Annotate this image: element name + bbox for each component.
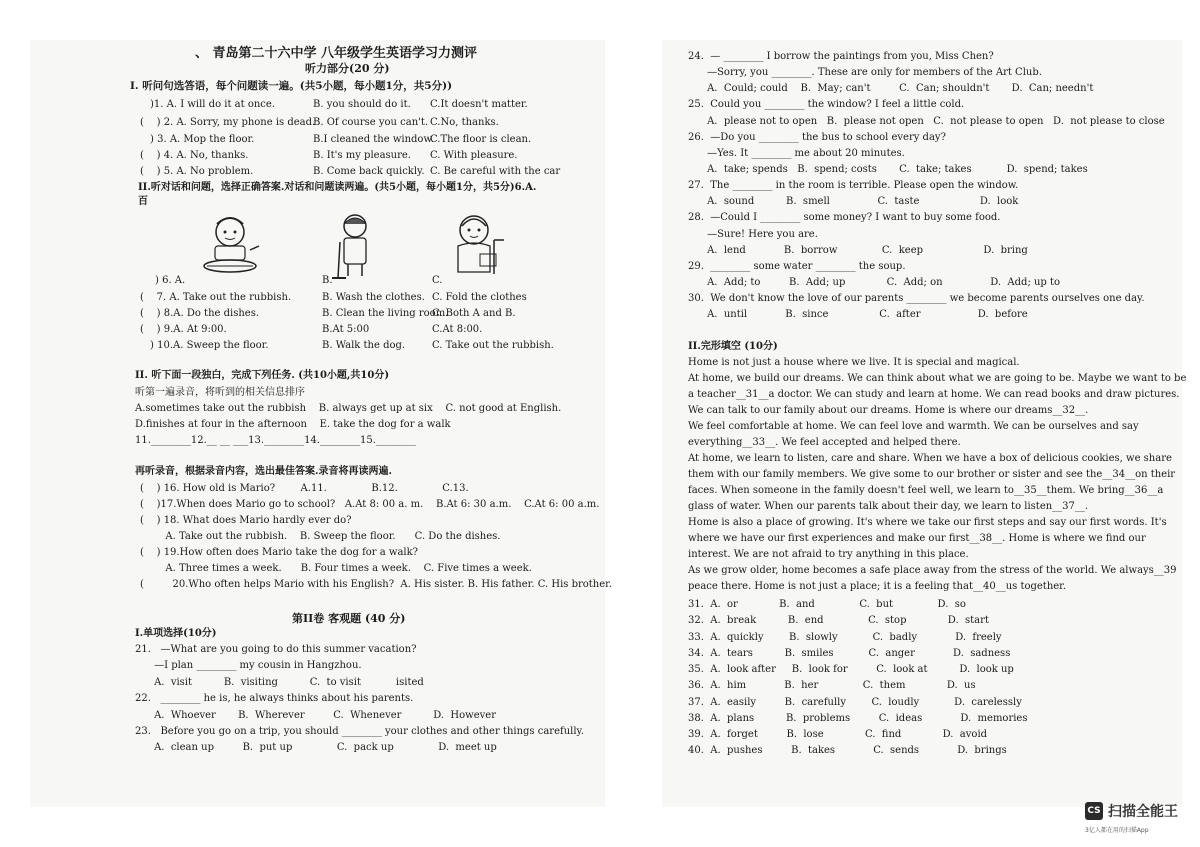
passage-line: We can talk to our family about our dreams. Home is where our dreams__32__. xyxy=(688,405,1089,416)
passage-line: Home is also a place of growing. It's where we take our first steps and say our first words. It's xyxy=(688,517,1167,528)
question-row: A. please not to open B. please not open C. not please to open D. not please to close xyxy=(688,116,1165,127)
question-row: A. lend B. borrow C. keep D. bring xyxy=(688,245,1028,256)
passage-line: We feel comfortable at home. We can feel love and warmth. We can be ourselves and say xyxy=(688,421,1139,432)
question-row: ( 20.Who often helps Mario with his English? A. His sister. B. His father. C. His brother. xyxy=(140,579,613,590)
option-row: 31. A. or B. and C. but D. so xyxy=(688,599,966,610)
question-row: 21. —What are you going to do this summer vacation? xyxy=(135,644,417,655)
option-c: C.At 8:00. xyxy=(432,324,483,335)
option-row: 39. A. forget B. lose C. find D. avoid xyxy=(688,729,988,740)
question-row: A. Three times a week. B. Four times a week. C. Five times a week. xyxy=(140,563,532,574)
question-row: 22. ________ he is, he always thinks about his parents. xyxy=(135,693,414,704)
option-c: C.No, thanks. xyxy=(430,117,499,128)
passage-line: where we have our first experiences and make our first__38__. Home is where we find our xyxy=(688,533,1146,544)
question-row: )1. A. I will do it at once. xyxy=(150,99,275,110)
question-row: A. Add; to B. Add; up C. Add; on D. Add; up to xyxy=(688,277,1061,288)
question-row: 23. Before you go on a trip, you should ________ your clothes and other things carefully. xyxy=(135,726,585,737)
exam-title: 、 青岛第二十六中学 八年级学生英语学习力测评 xyxy=(195,46,478,61)
question-row: ( )17.When does Mario go to school? A.At 8: 00 a. m. B.At 6: 30 a.m. C.At 6: 00 a.m. xyxy=(140,499,600,510)
question-row: A. until B. since C. after D. before xyxy=(688,309,1028,320)
section3-again: 再听录音，根据录音内容，选出最佳答案.录音将再读两遍. xyxy=(135,466,392,477)
question-row: ( ) 16. How old is Mario? A.11. B.12. C.13. xyxy=(140,483,469,494)
camscanner-logo-icon: CS xyxy=(1085,802,1103,820)
option-c: C. Both A and B. xyxy=(432,308,516,319)
passage-line: interest. We are not afraid to try anything in this place. xyxy=(688,549,969,560)
option-b: B. Of course you can't. xyxy=(313,117,429,128)
picture-label-b: B. xyxy=(322,275,333,286)
passage-line: everything__33__. We feel accepted and helped there. xyxy=(688,437,961,448)
child-washing-hands-picture xyxy=(450,210,510,278)
option-b: B. Clean the living room. xyxy=(322,308,449,319)
question-row: A. Whoever B. Wherever C. Whenever D. However xyxy=(135,710,496,721)
option-b: B. Wash the clothes. xyxy=(322,292,425,303)
question-row: A. sound B. smell C. taste D. look xyxy=(688,196,1019,207)
option-row: 35. A. look after B. look for C. look at D. look up xyxy=(688,664,1014,675)
passage-line: a teacher__31__a doctor. We can study and learn at home. We can read books and draw pictures. xyxy=(688,389,1180,400)
question-row: —Sorry, you ________. These are only for members of the Art Club. xyxy=(688,67,1042,78)
picture-label-a: ) 6. A. xyxy=(155,275,186,286)
passage-line: peace there. Home is not just a place; it is a feeling that__40__us together. xyxy=(688,581,1067,592)
option-c: C. Be careful with the car xyxy=(430,166,561,177)
passage-line: As we grow older, home becomes a safe place away from the stress of the world. We always__39 xyxy=(688,565,1177,576)
option-c: C. Take out the rubbish. xyxy=(432,340,554,351)
question-row: —Sure! Here you are. xyxy=(688,229,818,240)
question-row: ( ) 8.A. Do the dishes. xyxy=(140,308,260,319)
section2-heading-cont: 百 xyxy=(138,196,148,207)
question-row: A. clean up B. put up C. pack up D. meet up xyxy=(135,742,497,753)
child-sweeping-picture xyxy=(330,212,380,280)
section1-heading: I. 听问句选答语，每个问题读一遍。(共5小题，每小题1分，共5分)) xyxy=(130,80,453,92)
question-row: 29. ________ some water ________ the soup. xyxy=(688,261,906,272)
option-row: 33. A. quickly B. slowly C. badly D. freely xyxy=(688,632,1002,643)
option-c: C. With pleasure. xyxy=(430,150,518,161)
section4-heading: I.单项选择(10分) xyxy=(135,628,217,639)
passage-line: At home, we learn to listen, care and share. When we have a box of delicious cookies, we share xyxy=(688,453,1172,464)
passage-line: faces. When someone in the family doesn't feel well, we learn to__35__them. We bring__36__a xyxy=(688,485,1164,496)
watermark-name: 扫描全能王 xyxy=(1108,804,1178,820)
option-row: 40. A. pushes B. takes C. sends D. brings xyxy=(688,745,1007,756)
question-row: 28. —Could I ________ some money? I want to buy some food. xyxy=(688,212,1001,223)
question-row: ( ) 9.A. At 9:00. xyxy=(140,324,227,335)
child-washing-dishes-picture xyxy=(195,210,265,278)
section3-heading: II. 听下面一段独白，完成下列任务. (共10小题,共10分) xyxy=(135,370,390,381)
question-row: A. Take out the rubbish. B. Sweep the floor. C. Do the dishes. xyxy=(140,531,501,542)
question-row: ) 3. A. Mop the floor. xyxy=(150,134,255,145)
section2-heading: II.听对话和问题，选择正确答案.对话和问题读两遍。(共5小题，每小题1分，共5分)6.A. xyxy=(138,182,537,193)
question-row: A. take; spends B. spend; costs C. take; takes D. spend; takes xyxy=(688,164,1088,175)
cloze-heading: II.完形填空 (10分) xyxy=(688,341,778,352)
section3-options-row1: A.sometimes take out the rubbish B. always get up at six C. not good at English. xyxy=(135,403,562,414)
option-b: B. Come back quickly. xyxy=(313,166,425,177)
listening-subtitle: 听力部分(20 分) xyxy=(305,62,390,75)
option-c: C.It doesn't matter. xyxy=(430,99,528,110)
part2-title: 第II卷 客观题 (40 分) xyxy=(292,612,406,625)
section3-options-row2: D.finishes at four in the afternoon E. take the dog for a walk xyxy=(135,419,451,430)
section3-blanks: 11.________12.__ __ ___13.________14.________15.________ xyxy=(135,435,416,446)
question-row: ) 10.A. Sweep the floor. xyxy=(150,340,269,351)
option-b: B. you should do it. xyxy=(313,99,411,110)
option-row: 36. A. him B. her C. them D. us xyxy=(688,680,976,691)
option-c: C. Fold the clothes xyxy=(432,292,527,303)
option-b: B.I cleaned the window. xyxy=(313,134,435,145)
section3-intro: 听第一遍录音，将听到的相关信息排序 xyxy=(135,387,305,398)
question-row: 26. —Do you ________ the bus to school every day? xyxy=(688,132,946,143)
option-b: B. Walk the dog. xyxy=(322,340,406,351)
question-row: ( ) 18. What does Mario hardly ever do? xyxy=(140,515,352,526)
option-row: 32. A. break B. end C. stop D. start xyxy=(688,615,989,626)
question-row: 27. The ________ in the room is terrible. Please open the window. xyxy=(688,180,1019,191)
option-b: B. It's my pleasure. xyxy=(313,150,411,161)
passage-line: At home, we build our dreams. We can think about what we are going to be. Maybe we want to be xyxy=(688,373,1187,384)
question-row: 30. We don't know the love of our parents ________ we become parents ourselves one day. xyxy=(688,293,1145,304)
passage-line: them with our family members. We give some to our brother or sister and see the__34__on their xyxy=(688,469,1176,480)
question-row: A. visit B. visiting C. to visit isited xyxy=(135,677,424,688)
option-row: 34. A. tears B. smiles C. anger D. sadness xyxy=(688,648,1011,659)
option-row: 38. A. plans B. problems C. ideas D. memories xyxy=(688,713,1028,724)
passage-line: Home is not just a house where we live. It is special and magical. xyxy=(688,357,1020,368)
question-row: 24. — ________ I borrow the paintings from you, Miss Chen? xyxy=(688,51,994,62)
question-row: —Yes. It ________ me about 20 minutes. xyxy=(688,148,905,159)
question-row: ( ) 2. A. Sorry, my phone is dead. xyxy=(140,117,316,128)
question-row: A. Could; could B. May; can't C. Can; shouldn't D. Can; needn't xyxy=(688,83,1094,94)
question-row: ( 7. A. Take out the rubbish. xyxy=(140,292,292,303)
question-row: 25. Could you ________ the window? I feel a little cold. xyxy=(688,99,965,110)
question-row: ( ) 4. A. No, thanks. xyxy=(140,150,249,161)
picture-label-c: C. xyxy=(432,275,443,286)
question-row: ( ) 19.How often does Mario take the dog for a walk? xyxy=(140,547,419,558)
option-c: C.The floor is clean. xyxy=(430,134,532,145)
question-row: —I plan ________ my cousin in Hangzhou. xyxy=(135,660,362,671)
question-row: ( ) 5. A. No problem. xyxy=(140,166,254,177)
option-row: 37. A. easily B. carefully C. loudly D. carelessly xyxy=(688,697,1022,708)
passage-line: glass of water. When our parents talk about their day, we learn to listen__37__. xyxy=(688,501,1089,512)
watermark-tagline: 3亿人都在用的扫描App xyxy=(1085,827,1149,834)
option-b: B.At 5:00 xyxy=(322,324,370,335)
